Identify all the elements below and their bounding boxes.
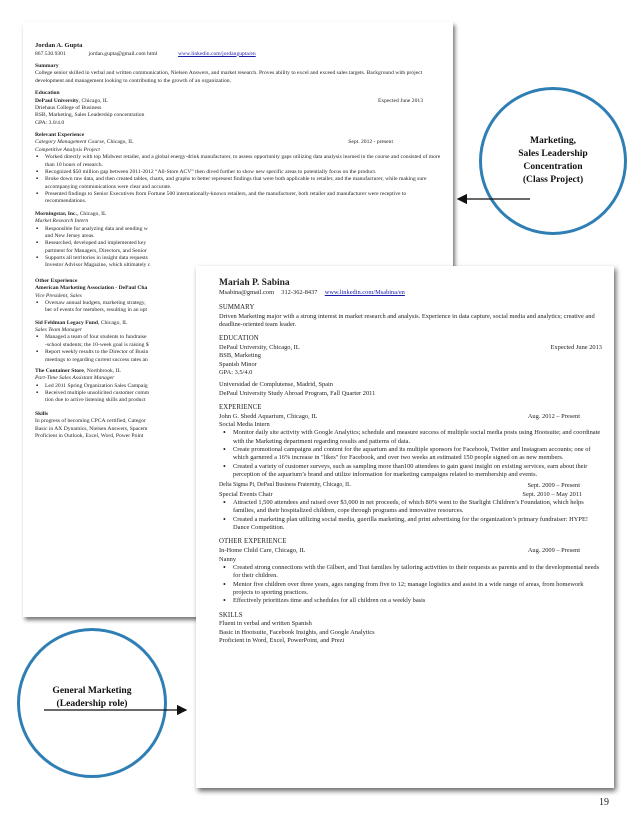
resume1-relevant-heading: Relevant Experience <box>35 132 85 139</box>
callout-label-line: Concentration <box>523 161 583 172</box>
resume1-edu-location: , Chicago, IL <box>78 97 109 104</box>
resume2-exp2-date: Sept. 2009 – Present <box>527 482 580 490</box>
callout-label-line: General Marketing <box>52 685 132 697</box>
resume1-edu-degree: BSB, Marketing, Sales Leadership concentration <box>35 112 145 119</box>
resume1-rel-location: , Chicago, IL <box>103 139 134 146</box>
resume2-exp1-title: Social Media Intern <box>219 421 270 429</box>
resume2-edu-abroad-program: DePaul University Study Abroad Program, Fall Quarter 2011 <box>219 389 376 397</box>
list-item: ▪ Worked directly with top Midwest retailer, and a global energy-drink manufacturer, to assess opportunity gaps utilizing data analysis learned in the course and consisted of more than 10 hours of research. <box>45 154 443 169</box>
list-item: ▪ Presented findings to Senior Executives from Fortune 500 internationally-known retailers, and the manufacturer, both retailer and manufacturer were receptive to recommendations. <box>45 191 443 206</box>
resume1-rel-date: Sept. 2012 - present <box>348 139 393 146</box>
list-item: ▪ Managed a team of four students to fundraise <box>45 334 443 341</box>
resume2-edu-school: DePaul University, Chicago, IL <box>219 343 300 351</box>
resume2-phone: 312-362-8437 <box>281 289 318 297</box>
resume2-edu-abroad-school: Universidad de Complutense, Madrid, Spain <box>219 381 333 389</box>
list-item: ▪ Led 2011 Spring Organization Sales Campaig <box>45 383 443 390</box>
list-item: • Create promotional campaigns and content for the aquarium and its multiple sponsors for Facebook, Twitter and Instagram accounts; one of which garnered a 16% increase in "likes" for Facebook, and over two weeks an estimated 150 people signed on as new members. <box>233 446 602 463</box>
list-item: • Created a marketing plan utilizing social media, guerilla marketing, and print advertising for the organization’s primary fundraiser: HYPE! Dance Competition. <box>233 516 602 533</box>
resume1-summary-text: College senior skilled in verbal and written communication, Nielsen Answers, and market research. Proves ability to excel and exceed sales targets. Background with project development and management looking to contributing to the growth of an organization. <box>35 70 423 84</box>
list-item: • Mentor five children over three years, ages ranging from five to 12; manage logistics and assist in a wide range of areas, from homework projects to sporting practices. <box>233 581 602 598</box>
list-item: ▪ Broke down raw data, and then created tables, charts, and graphs to better represent findings that were both applicable to retailer, and the manufacturer, while making sure accompanying communications were clear and accurate. <box>45 176 443 191</box>
resume1-other-heading: Other Experience <box>35 277 78 284</box>
resume1-education-heading: Education <box>35 90 60 97</box>
list-item-cont: ber of events for members, resulting in an upt <box>45 307 148 314</box>
resume2-edu-degree: BSB, Marketing <box>219 352 261 360</box>
resume1-rel-title: Competitive Analysis Project <box>35 146 100 153</box>
resume1-edu-date: Expected June 2013 <box>377 97 423 104</box>
resume2-skills-line: Proficient in Word, Excel, PowerPoint, and Prezi <box>219 636 345 644</box>
list-item-cont: Investor Advisor Magazine, which ultimately c <box>45 262 151 269</box>
resume1-name: Jordan A. Gupta <box>35 42 83 49</box>
resume2-other-heading: OTHER EXPERIENCE <box>219 538 287 546</box>
resume2-exp2-title: Special Events Chair <box>219 490 273 498</box>
resume1-skills-heading: Skills <box>35 410 49 417</box>
resume2-summary-heading: SUMMARY <box>219 303 255 311</box>
callout-label-line: Sales Leadership <box>518 148 588 160</box>
resume2-exp1-org: John G. Shedd Aquarium, Chicago, IL <box>219 412 318 420</box>
resume1-ama-org: American Marketing Association - DePaul Cha <box>35 285 148 292</box>
resume2-other-title: Nanny <box>219 555 237 563</box>
resume2-exp2-date2: Sept. 2010 – May 2011 <box>522 490 582 498</box>
list-item-cont: meetings to regarding current success rates an <box>45 356 148 363</box>
resume1-container-title: Part-Time Sales Assistant Manager <box>35 375 115 382</box>
resume2-other-org: In-Home Child Care, Chicago, IL <box>219 547 306 555</box>
resume2-skills-heading: SKILLS <box>219 611 243 619</box>
callout-label-line: (Leadership role) <box>56 698 128 709</box>
resume1-sid-title: Sales Team Manager <box>35 327 83 334</box>
resume2-linkedin-link[interactable]: www.linkedin.com/Msabina/en <box>324 289 405 297</box>
resume1-skills-line: In progress of becoming CPCA certified, Categor <box>35 418 146 425</box>
list-item: ▪ Oversaw annual budgets, marketing strategy, <box>45 300 443 307</box>
list-item: ▪ Received multiple unsolicited customer comm <box>45 390 443 397</box>
resume1-skills-line: Basic in AX Dynamics, Nielsen Answers, Spacem <box>35 425 148 432</box>
resume2-edu-gpa: GPA: 3.5/4.0 <box>219 368 253 376</box>
resume2-other-date: Aug. 2009 – Present <box>527 547 580 555</box>
callout-label-line: (Class Project) <box>522 173 584 185</box>
callout-label-line: Marketing, <box>529 135 577 147</box>
resume1-phone: 867.530.9301 <box>35 50 66 57</box>
resume1-morning-title: Market Research Intern <box>35 218 89 225</box>
resume1-container-org: The Container Store <box>35 367 84 374</box>
resume2-skills-line: Basic in Hootsuite, Facebook Insights, and Google Analytics <box>219 628 375 636</box>
resume2-email: Msabina@gmail.com <box>219 289 275 297</box>
resume2-skills-line: Fluent in verbal and written Spanish <box>219 620 312 628</box>
resume1-ama-title: Vice President, Sales <box>35 292 82 299</box>
resume2-edu-minor: Spanish Minor <box>219 360 257 368</box>
resume1-container-location: , Northbrook, IL <box>83 367 121 374</box>
page-number: 19 <box>599 797 609 808</box>
list-item: • Attracted 1,500 attendees and raised over $3,000 in net proceeds, of which 80% went to the Starlight Children’s Foundation, which helps families, and their hospitalized children, cope through programs and innovative resources. <box>233 499 602 516</box>
list-item-cont: and New Jersey areas. <box>45 232 95 239</box>
resume1-rel-org: Category Management Course <box>35 139 104 146</box>
resume1-email: jordan.gupta@gmail.com html <box>88 50 158 57</box>
list-item-cont: -school students; the 10-week goal is raising $ <box>45 341 149 348</box>
resume1-sid-org: Sid Feldman Legacy Fund <box>35 319 98 326</box>
list-item: • Monitor daily site activity with Google Analytics; schedule and measure success of multiple social media posts using Hootsuite; and coordinate with the Marketing department regarding results and patterns of data. <box>233 429 602 446</box>
list-item-cont: partment for Managers, Directors, and Senior <box>45 247 147 254</box>
list-item: ▪ Recognized $50 million gap between 2011-2012 “All-Store ACV” then dived further to show new specific areas to potentially focus on the product. <box>45 169 443 176</box>
resume2-exp2-org: Delta Sigma Pi, DePaul Business Fraternity, Chicago, IL <box>219 482 351 489</box>
resume2-experience-heading: EXPERIENCE <box>219 403 262 411</box>
list-item: • Effectively prioritizes time and schedules for all children on a weekly basis <box>233 597 602 605</box>
list-item: ▪ Supports all territories in insight data requests <box>45 255 443 262</box>
resume1-edu-school: DePaul University <box>35 97 79 104</box>
resume1-linkedin-link[interactable]: www.linkedin.com/jordangupta/en <box>178 50 256 57</box>
list-item: ▪ Responsible for analyzing data and sending w <box>45 226 443 233</box>
list-item-cont: tion due to active listening skills and product <box>45 397 146 404</box>
resume2-summary-text: Driven Marketing major with a strong interest in market research and analysis. Experience in data capture, social media and analytics; creative and deadline-oriented team leader. <box>219 312 595 328</box>
resume1-edu-college: Driehaus College of Business <box>35 104 102 111</box>
list-item: • Created a variety of customer surveys, such as sampling more than100 attendees to gain guest insight on existing services, earn about their perception of the aquarium’s brand and utilize information for marketing campaigns related to membership and events. <box>233 463 602 480</box>
resume1-edu-gpa: GPA: 3.0/4.0 <box>35 119 65 126</box>
resume1-summary-heading: Summary <box>35 63 59 70</box>
resume2-edu-date: Expected June 2013 <box>550 343 602 351</box>
list-item: ▪ Researched, developed and implemented key <box>45 240 443 247</box>
resume1-morning-location: , Chicago, IL <box>76 210 107 217</box>
resume2-exp1-date: Aug. 2012 – Present <box>527 412 580 420</box>
resume1-skills-line: Proficient in Outlook, Excel, Word, Power Point <box>35 432 144 439</box>
list-item: • Created strong connections with the Gilbert, and Tsui families by tailoring activities to their requests as parents and to the developmental needs for their children. <box>233 564 602 581</box>
list-item: ▪ Report weekly results to the Director of Busin <box>45 349 443 356</box>
resume2-name: Mariah P. Sabina <box>219 278 290 288</box>
resume1-sid-location: , Chicago, IL <box>97 319 128 326</box>
resume1-morning-org: Morningstar, Inc. <box>35 210 77 217</box>
resume2-education-heading: EDUCATION <box>219 335 259 343</box>
